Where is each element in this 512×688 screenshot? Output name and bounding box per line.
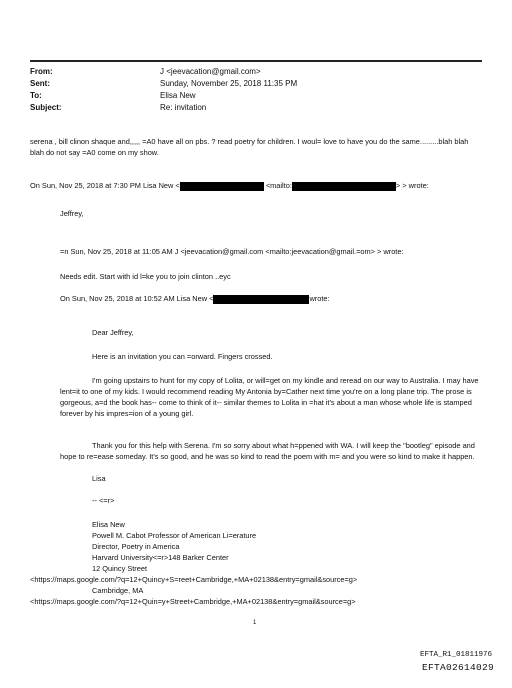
greeting-dear-jeffrey: Dear Jeffrey, (92, 328, 134, 337)
quote-line-1-start: On Sun, Nov 25, 2018 at 7:30 PM Lisa New < (30, 181, 180, 190)
serena-paragraph: Thank you for this help with Serena. I'm so sorry about what h=ppened with WA. I will keep the "bootleg" episode and hope to re=ease someday. It's so good, and he was so kind to read the poem with m= and you were so kind to make it happen. (60, 441, 475, 461)
sign-name: Lisa (92, 474, 106, 483)
signature-title: Powell M. Cabot Professor of American Li=erature (92, 531, 257, 540)
email-header (30, 66, 490, 114)
quote-line-2: =n Sun, Nov 25, 2018 at 11:05 AM J <jeevacation@gmail.com <mailto:jeevacation@gmail.=om> > wrote: (60, 247, 404, 256)
invitation-line: Here is an invitation you can =orward. Fingers crossed. (92, 352, 273, 361)
signature-university: Harvard University<=r>148 Barker Center (92, 553, 229, 562)
redaction-bar (180, 182, 264, 191)
quote-line-3 (60, 293, 330, 304)
signature-name: Elisa New (92, 520, 125, 529)
from-row (30, 66, 490, 78)
greeting-jeffrey: Jeffrey, (60, 209, 84, 218)
header-rule (30, 60, 482, 62)
bates-number-small: EFTA_R1_01811976 (419, 651, 492, 659)
quote-line-3-end: wrote: (309, 294, 330, 303)
sent-label: Sent: (30, 79, 50, 88)
redaction-bar (213, 295, 309, 304)
signature-separator: -- <=r> (92, 496, 115, 505)
maps-link-1[interactable]: <https://maps.google.com/?q=12+Quincy+S=reet+Cambridge,+MA+02138&entry=gmail&source=g> (30, 575, 358, 584)
signature-director: Director, Poetry in America (92, 542, 180, 551)
redaction-bar (292, 182, 396, 191)
quote-line-1-end: > > wrote: (395, 181, 429, 190)
to-label: To: (30, 91, 42, 100)
subject-label: Subject: (30, 103, 62, 112)
bates-number-large: EFTA02614029 (421, 662, 494, 673)
reply-paragraph: serena , bill clinon shaque and,,,,, =A0 have all on pbs. ? read poetry for children. I woul= love to have you do the same.........blah blah blah do not say =A0 come on my show. (30, 137, 469, 157)
maps-link-2[interactable]: <https://maps.google.com/?q=12+Quin=y+Street+Cambridge,+MA+02138&entry=gmail&source=g> (30, 597, 356, 606)
signature-street: 12 Quincy Street (92, 564, 148, 573)
quote-line-1 (30, 180, 429, 191)
needs-edit-line: Needs edit. Start with id l=ke you to join clinton ..eyc (60, 272, 231, 281)
quote-line-3-start: On Sun, Nov 25, 2018 at 10:52 AM Lisa New < (60, 294, 214, 303)
subject-row (30, 102, 490, 114)
page-number: 1 (253, 620, 257, 626)
to-row (30, 90, 490, 102)
to-value: Elisa New (160, 91, 196, 100)
from-label: From: (30, 67, 53, 76)
signature-city: Cambridge, MA (92, 586, 144, 595)
quote-line-1-mailto: <mailto: (265, 181, 292, 190)
sent-row (30, 78, 490, 90)
from-value: J <jeevacation@gmail.com> (160, 67, 261, 76)
sent-value: Sunday, November 25, 2018 11:35 PM (160, 79, 298, 88)
lolita-paragraph: I'm going upstairs to hunt for my copy of Lolita, or will=get on my kindle and reread on our way to Australia. I may have lent=it to one of my kids. I would recommend reading My Antonia by=Cather next time you're on a long plane trip. The prose is gorgeous, a=d the book has-- come to think of it-- similar themes to Lolita in =hat it's about a man whose whole life is stamped forever by his impres=ion of a young girl. (60, 376, 479, 418)
subject-value: Re: invitation (160, 103, 207, 112)
